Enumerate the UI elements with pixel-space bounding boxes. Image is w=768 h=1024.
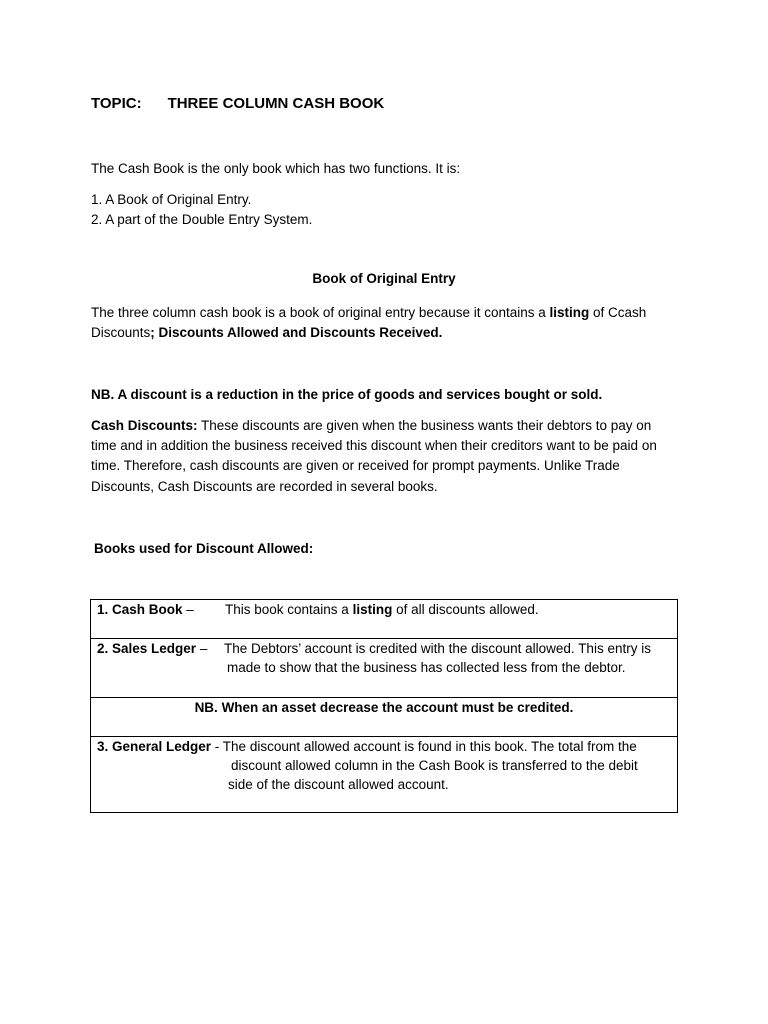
row-label-text: 1. Cash Book bbox=[97, 602, 183, 617]
row-label-text: 2. Sales Ledger bbox=[97, 641, 197, 656]
table-cell bbox=[91, 639, 678, 698]
table-row bbox=[91, 639, 678, 698]
row-text: This book contains a bbox=[225, 602, 353, 617]
para1-line1 bbox=[91, 302, 646, 323]
row-text-line2: discount allowed column in the Cash Book is transferred to the debit bbox=[231, 758, 638, 773]
table-row bbox=[91, 600, 678, 639]
title-text: THREE COLUMN CASH BOOK bbox=[167, 95, 385, 112]
table-row bbox=[91, 698, 678, 737]
row-label bbox=[97, 600, 225, 619]
cash-discounts-line3: time. Therefore, cash discounts are given or received for prompt payments. Unlike Trade bbox=[91, 458, 620, 473]
row-label: 3. General Ledger bbox=[97, 739, 212, 754]
nb-asset-note: NB. When an asset decrease the account must be credited. bbox=[194, 700, 574, 715]
cash-discounts-label: Cash Discounts: bbox=[91, 418, 198, 433]
row-text-line1: The Debtors’ account is credited with the discount allowed. This entry is bbox=[224, 641, 651, 656]
intro-paragraph: The Cash Book is the only book which has two functions. It is: bbox=[91, 161, 461, 176]
nb-note: NB. A discount is a reduction in the price of goods and services bought or sold. bbox=[91, 387, 603, 402]
para1-line2 bbox=[91, 322, 442, 343]
table-cell bbox=[91, 698, 678, 737]
page-title bbox=[91, 95, 384, 112]
para1-bold-discounts: ; Discounts Allowed and Discounts Received. bbox=[150, 325, 443, 340]
title-label: TOPIC: bbox=[91, 95, 142, 112]
row-text-line3: side of the discount allowed account. bbox=[228, 777, 449, 792]
table-row bbox=[91, 737, 678, 813]
cash-discounts-text: These discounts are given when the business wants their debtors to pay on bbox=[197, 418, 652, 433]
function-item-2: 2. A part of the Double Entry System. bbox=[91, 212, 313, 227]
table-cell bbox=[91, 737, 678, 813]
row-label-dash: – bbox=[182, 602, 194, 617]
table-cell bbox=[91, 600, 678, 639]
para1-bold-listing: listing bbox=[549, 305, 590, 320]
discount-books-table bbox=[90, 599, 678, 813]
row-text-end: of all discounts allowed. bbox=[392, 602, 539, 617]
function-item-1: 1. A Book of Original Entry. bbox=[91, 192, 252, 207]
cash-discounts-line1 bbox=[91, 415, 651, 436]
para1-text-end: of Ccash bbox=[589, 305, 647, 320]
row-text-line1: - The discount allowed account is found in this book. The total from the bbox=[211, 739, 637, 754]
cash-discounts-line4: Discounts, Cash Discounts are recorded in several books. bbox=[91, 479, 438, 494]
books-heading: Books used for Discount Allowed: bbox=[94, 541, 314, 556]
row-label-dash: – bbox=[196, 641, 208, 656]
row-label bbox=[97, 639, 224, 658]
para1-text: The three column cash book is a book of original entry because it contains a bbox=[91, 305, 550, 320]
cash-discounts-line2: time and in addition the business received this discount when their creditors want to be paid on bbox=[91, 438, 657, 453]
para1-line2-text: Discounts bbox=[91, 325, 151, 340]
row-text-line2: made to show that the business has collected less from the debtor. bbox=[227, 660, 626, 675]
row-bold-listing: listing bbox=[352, 602, 393, 617]
section-heading: Book of Original Entry bbox=[312, 271, 456, 286]
